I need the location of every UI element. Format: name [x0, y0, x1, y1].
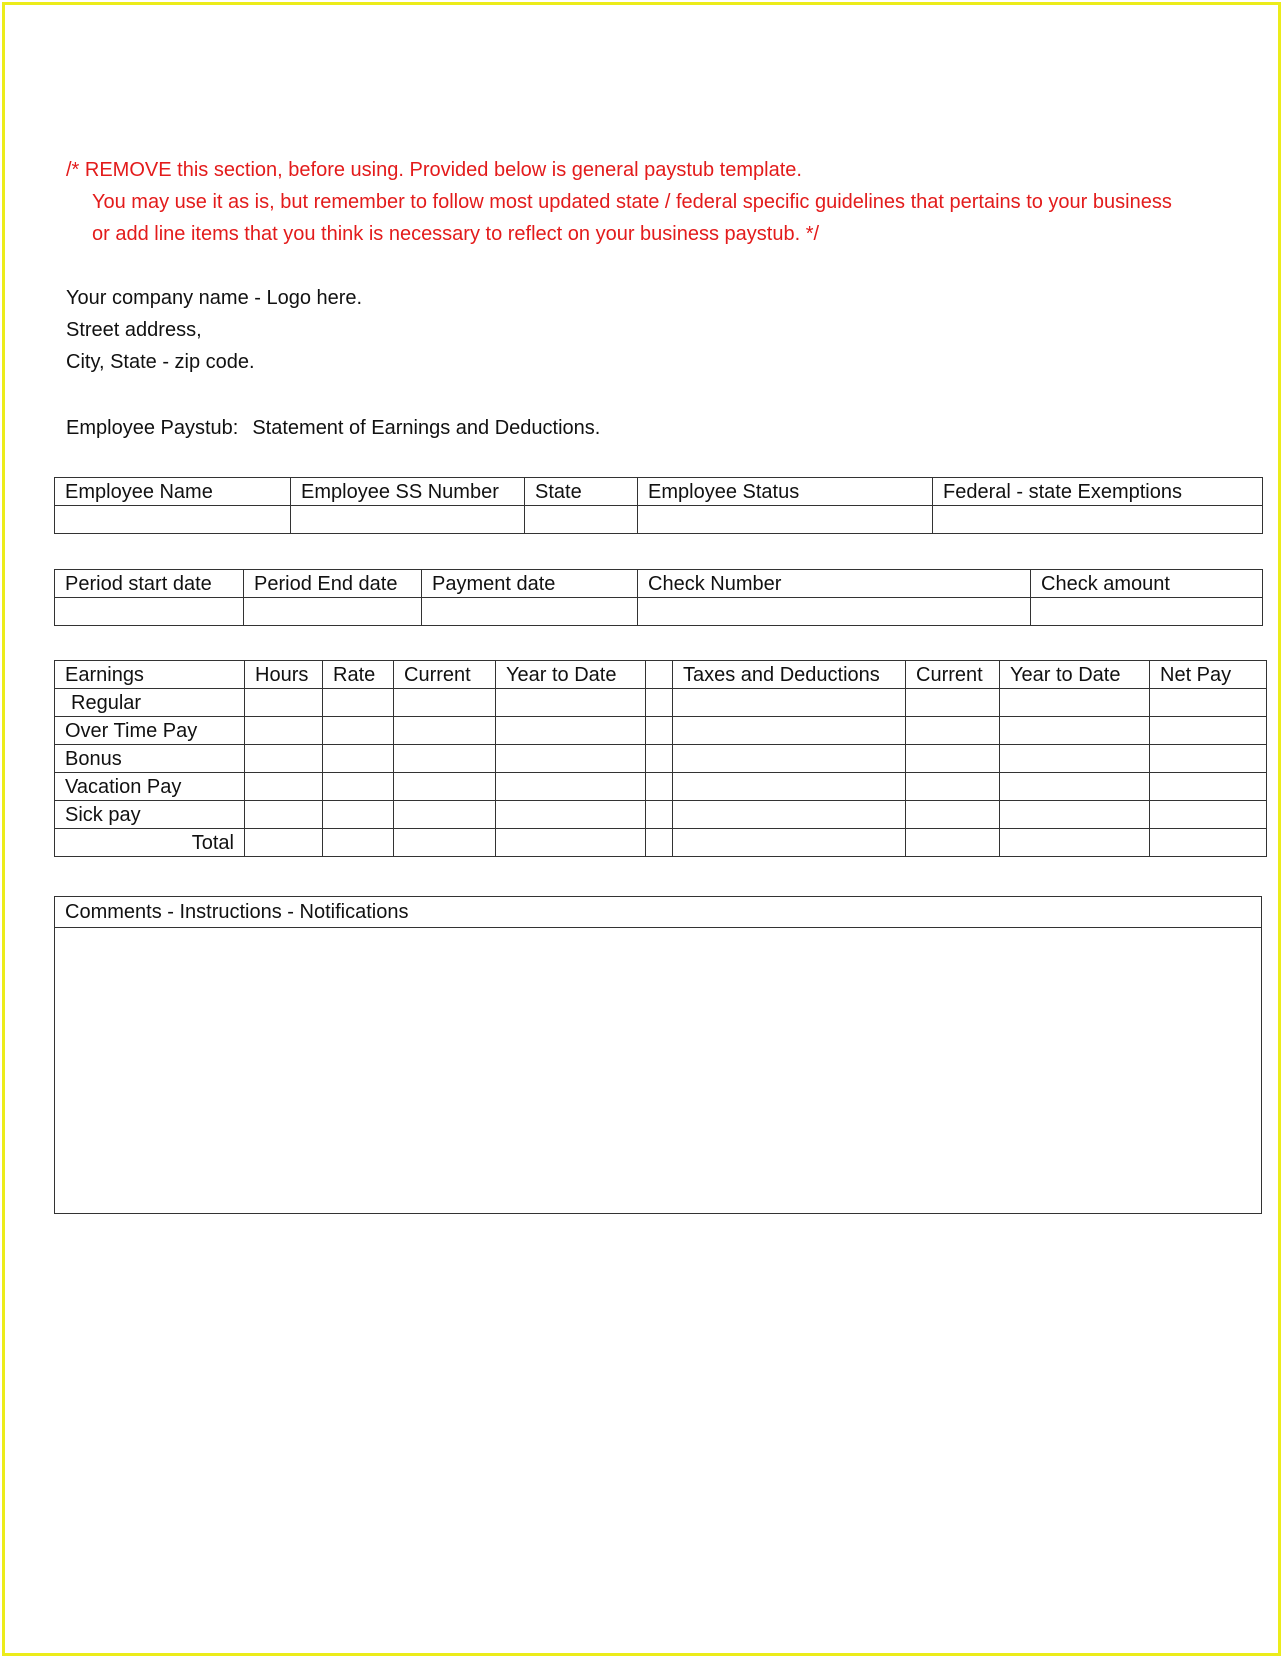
- company-block: [66, 282, 362, 378]
- cell[interactable]: [323, 829, 394, 857]
- period-info-table: [54, 569, 1263, 626]
- cell[interactable]: [323, 801, 394, 829]
- cell[interactable]: [1000, 773, 1150, 801]
- cell[interactable]: [673, 773, 906, 801]
- cell[interactable]: [394, 689, 496, 717]
- header-current: Current: [394, 661, 496, 689]
- company-name: Your company name - Logo here.: [66, 287, 363, 309]
- table-row: [55, 717, 1267, 745]
- header-check-number: Check Number: [638, 570, 1031, 598]
- cell[interactable]: [323, 717, 394, 745]
- row-label-vacation: Vacation Pay: [55, 773, 245, 801]
- header-deductions-current: Current: [906, 661, 1000, 689]
- table-row: [55, 801, 1267, 829]
- header-employee-status: Employee Status: [638, 478, 933, 506]
- header-check-amount: Check amount: [1031, 570, 1263, 598]
- cell[interactable]: [1150, 689, 1267, 717]
- header-taxes-deductions: Taxes and Deductions: [673, 661, 906, 689]
- spacer-cell: [646, 717, 673, 745]
- row-label-regular: Regular: [55, 689, 245, 717]
- table-row: [55, 506, 1263, 534]
- row-label-overtime: Over Time Pay: [55, 717, 245, 745]
- cell[interactable]: [1150, 801, 1267, 829]
- cell[interactable]: [673, 745, 906, 773]
- cell[interactable]: [323, 773, 394, 801]
- earnings-table: [54, 660, 1267, 857]
- cell[interactable]: [323, 689, 394, 717]
- employee-status-cell[interactable]: [638, 506, 933, 534]
- cell[interactable]: [1000, 801, 1150, 829]
- row-label-total: Total: [55, 829, 245, 857]
- cell[interactable]: [906, 829, 1000, 857]
- cell[interactable]: [906, 717, 1000, 745]
- spacer-cell: [646, 689, 673, 717]
- template-notice: [66, 154, 1256, 250]
- cell[interactable]: [496, 717, 646, 745]
- cell[interactable]: [394, 745, 496, 773]
- cell[interactable]: [394, 801, 496, 829]
- cell[interactable]: [1150, 829, 1267, 857]
- cell[interactable]: [906, 745, 1000, 773]
- notice-line-3: or add line items that you think is necessary to reflect on your business paystub. */: [92, 223, 820, 245]
- company-street: Street address,: [66, 319, 202, 341]
- paystub-subtitle: Statement of Earnings and Deductions.: [252, 417, 601, 439]
- check-amount-cell[interactable]: [1031, 598, 1263, 626]
- period-end-cell[interactable]: [244, 598, 422, 626]
- cell[interactable]: [1150, 717, 1267, 745]
- cell[interactable]: [673, 801, 906, 829]
- payment-date-cell[interactable]: [422, 598, 638, 626]
- cell[interactable]: [394, 717, 496, 745]
- row-label-sick: Sick pay: [55, 801, 245, 829]
- table-row-total: [55, 829, 1267, 857]
- header-employee-name: Employee Name: [55, 478, 291, 506]
- cell[interactable]: [496, 801, 646, 829]
- company-city: City, State - zip code.: [66, 351, 255, 373]
- header-employee-ss-number: Employee SS Number: [291, 478, 525, 506]
- header-hours: Hours: [245, 661, 323, 689]
- cell[interactable]: [906, 689, 1000, 717]
- spacer-cell: [646, 829, 673, 857]
- comments-title: Comments - Instructions - Notifications: [55, 897, 1261, 928]
- row-label-bonus: Bonus: [55, 745, 245, 773]
- cell[interactable]: [245, 773, 323, 801]
- header-exemptions: Federal - state Exemptions: [933, 478, 1263, 506]
- period-start-cell[interactable]: [55, 598, 244, 626]
- table-row: [55, 689, 1267, 717]
- cell[interactable]: [1000, 829, 1150, 857]
- paystub-title: [66, 412, 600, 444]
- table-header-row: [55, 661, 1267, 689]
- cell[interactable]: [245, 745, 323, 773]
- header-rate: Rate: [323, 661, 394, 689]
- cell[interactable]: [1150, 745, 1267, 773]
- header-deductions-ytd: Year to Date: [1000, 661, 1150, 689]
- header-state: State: [525, 478, 638, 506]
- employee-info-table: [54, 477, 1263, 534]
- cell[interactable]: [394, 773, 496, 801]
- cell[interactable]: [673, 829, 906, 857]
- cell[interactable]: [245, 829, 323, 857]
- employee-name-cell[interactable]: [55, 506, 291, 534]
- comments-box: [54, 896, 1262, 1214]
- spacer-cell: [646, 801, 673, 829]
- cell[interactable]: [906, 801, 1000, 829]
- cell[interactable]: [906, 773, 1000, 801]
- comments-area[interactable]: [55, 928, 1261, 1212]
- header-period-start: Period start date: [55, 570, 244, 598]
- header-year-to-date: Year to Date: [496, 661, 646, 689]
- exemptions-cell[interactable]: [933, 506, 1263, 534]
- table-row: [55, 773, 1267, 801]
- table-header-row: [55, 478, 1263, 506]
- state-cell[interactable]: [525, 506, 638, 534]
- header-earnings: Earnings: [55, 661, 245, 689]
- header-payment-date: Payment date: [422, 570, 638, 598]
- table-row: [55, 745, 1267, 773]
- cell[interactable]: [1000, 745, 1150, 773]
- cell[interactable]: [245, 689, 323, 717]
- header-period-end: Period End date: [244, 570, 422, 598]
- header-net-pay: Net Pay: [1150, 661, 1267, 689]
- paystub-label: Employee Paystub:: [66, 417, 239, 439]
- cell[interactable]: [323, 745, 394, 773]
- cell[interactable]: [1000, 717, 1150, 745]
- employee-ss-number-cell[interactable]: [291, 506, 525, 534]
- table-header-row: [55, 570, 1263, 598]
- spacer-cell: [646, 773, 673, 801]
- cell[interactable]: [496, 689, 646, 717]
- cell[interactable]: [1150, 773, 1267, 801]
- cell[interactable]: [245, 717, 323, 745]
- cell[interactable]: [496, 829, 646, 857]
- cell[interactable]: [245, 801, 323, 829]
- cell[interactable]: [673, 689, 906, 717]
- cell[interactable]: [673, 717, 906, 745]
- header-spacer: [646, 661, 673, 689]
- notice-line-2: You may use it as is, but remember to follow most updated state / federal specific guidelines that pertains to your business: [92, 191, 1172, 213]
- cell[interactable]: [496, 745, 646, 773]
- cell[interactable]: [1000, 689, 1150, 717]
- cell[interactable]: [496, 773, 646, 801]
- cell[interactable]: [394, 829, 496, 857]
- check-number-cell[interactable]: [638, 598, 1031, 626]
- notice-line-1: /* REMOVE this section, before using. Provided below is general paystub template.: [66, 159, 802, 181]
- spacer-cell: [646, 745, 673, 773]
- table-row: [55, 598, 1263, 626]
